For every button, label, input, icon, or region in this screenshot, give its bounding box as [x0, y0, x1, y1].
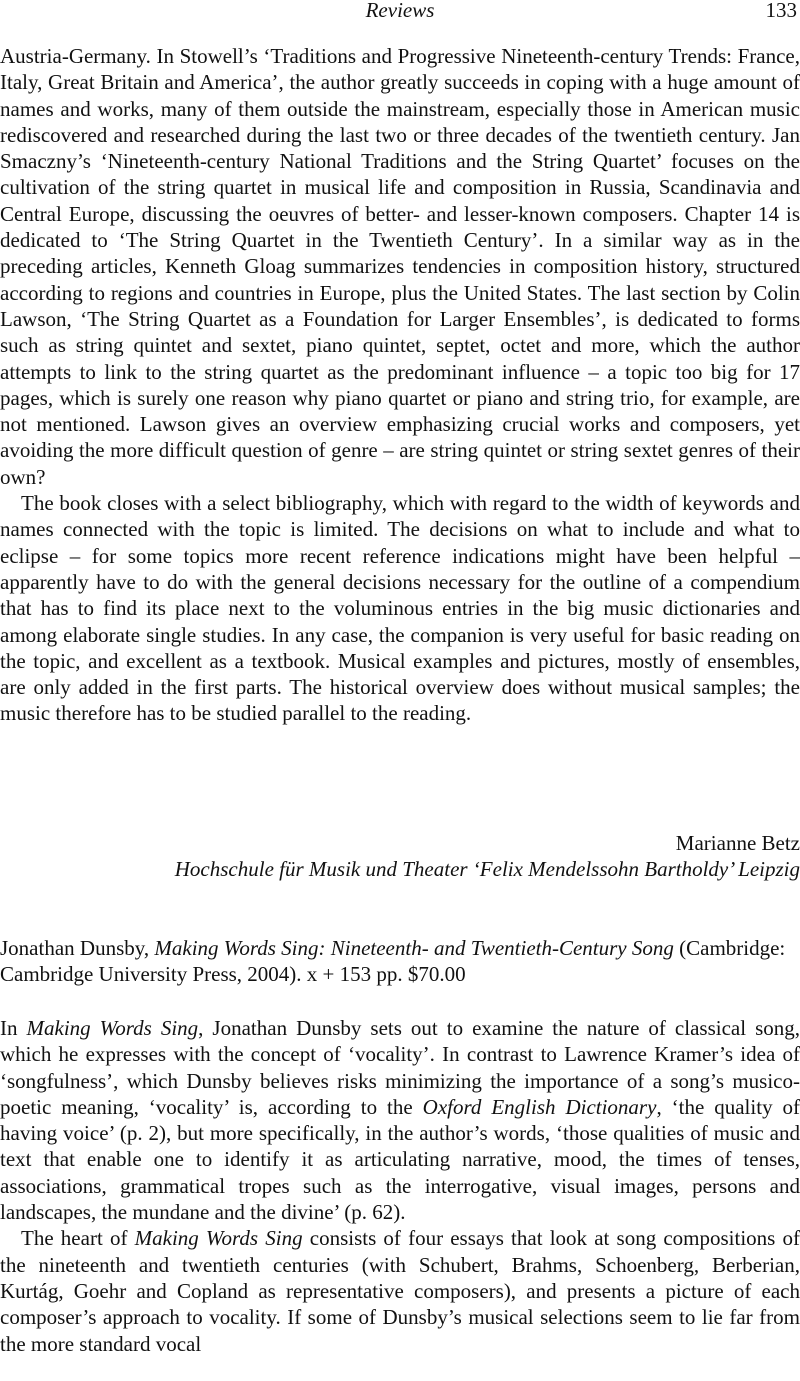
p1-dictionary-title: Oxford English Dictionary: [422, 1094, 657, 1119]
p1-mid: , Jonathan Dunsby sets out to examine the nature of classical song, which he expresses with the concept of ‘vocality’. In contrast to Lawrence Kramer’s idea of ‘songfulness’, which Dunsby believes risks minimizing the importance of a song’s musico-poetic meaning, ‘vocality’ is, according to the: [0, 1016, 800, 1119]
p1-lead: In: [0, 1016, 18, 1040]
p2-book-title: Making Words Sing: [134, 1226, 303, 1251]
reviewer-affiliation: Hochschule für Musik und Theater ‘Felix Mendelssohn Bartholdy’ Leipzig: [174, 857, 800, 882]
citation-publication: (Cambridge: Cambridge University Press, 2004). x + 153 pp. $70.00: [0, 936, 786, 987]
p2-end: consists of four essays that look at song compositions of the nineteenth and twentieth centuries (with Schubert, Brahms, Schoenberg, Berberian, Kurtág, Goehr and Copland as representative composers), and presents a picture of each composer’s approach to vocality. If some of Dunsby’s musical selections seem to lie far from the more standard vocal: [0, 1226, 800, 1356]
review-2-paragraph-2: [0, 1225, 800, 1356]
citation-title: Making Words Sing: Nineteenth- and Twentieth-Century Song: [154, 936, 674, 960]
review-1-paragraph-1: Austria-Germany. In Stowell’s ‘Traditions and Progressive Nineteenth-century Trends: France, Italy, Great Britain and America’, the author greatly succeeds in coping with a huge amount of names and works, many of them outside the mainstream, especially those in American music rediscovered and researched during the last two or three decades of the twentieth century. Jan Smaczny’s ‘Nineteenth-century National Traditions and the String Quartet’ focuses on the cultivation of the string quartet in musical life and composition in Russia, Scandinavia and Central Europe, discussing the oeuvres of better- and lesser-known composers. Chapter 14 is dedicated to ‘The String Quartet in the Twentieth Century’. In a similar way as in the preceding articles, Kenneth Gloag summarizes tendencies in composition history, structured according to regions and countries in Europe, plus the United States. The last section by Colin Lawson, ‘The String Quartet as a Foundation for Larger Ensembles’, is dedicated to forms such as string quintet and sextet, piano quintet, septet, octet and more, which the author attempts to link to the string quartet as the predominant influence – a topic too big for 17 pages, which is surely one reason why piano quartet or piano and string trio, for example, are not mentioned. Lawson gives an overview emphasizing crucial works and composers, yet avoiding the more difficult question of genre – are string quintet or string sextet genres of their own?: [0, 44, 800, 489]
review-1-body: [0, 43, 800, 727]
review-2-body: [0, 1015, 800, 1357]
review-2-citation: [0, 935, 800, 988]
review-2-paragraph-1: [0, 1015, 800, 1225]
p2-lead: The heart of: [21, 1226, 128, 1251]
reviewer-signature: [0, 830, 800, 883]
p1-end: , ‘the quality of having voice’ (p. 2), but more specifically, in the author’s words, ‘those qualities of music and text that enable one to identify it as articulating narrative, mood, the times of tenses, associations, grammatical tropes such as the interrogative, visual images, persons and landscapes, the mundane and the divine’ (p. 62).: [0, 1094, 800, 1225]
review-1-paragraph-2: The book closes with a select bibliography, which with regard to the width of keywords and names connected with the topic is limited. The decisions on what to include and what to eclipse – for some topics more recent reference indications might have been helpful – apparently have to do with the general decisions necessary for the outline of a compendium that has to find its place next to the voluminous entries in the big music dictionaries and among elaborate single studies. In any case, the companion is very useful for basic reading on the topic, and excellent as a textbook. Musical examples and pictures, mostly of ensembles, are only added in the first parts. The historical overview does without musical samples; the music therefore has to be studied parallel to the reading.: [0, 491, 800, 726]
citation-author: Jonathan Dunsby,: [0, 936, 150, 960]
running-header: [0, 0, 800, 23]
running-title: Reviews: [365, 0, 435, 22]
reviewer-name: Marianne Betz: [675, 831, 800, 855]
p1-book-title: Making Words Sing: [26, 1016, 199, 1040]
page-number: 133: [765, 0, 797, 22]
